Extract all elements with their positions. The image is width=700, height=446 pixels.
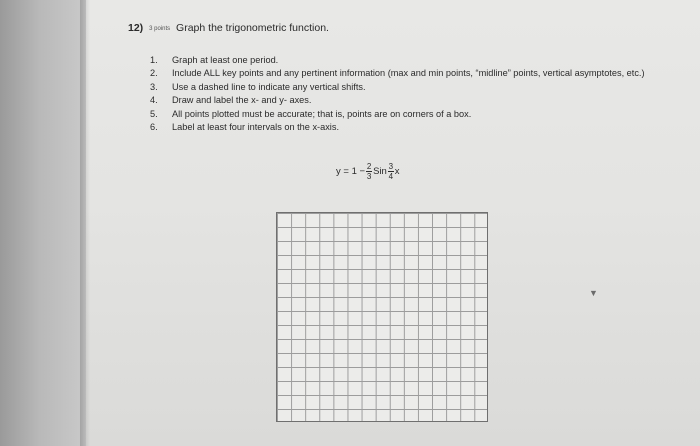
instruction-item	[150, 95, 670, 106]
instruction-item	[150, 55, 670, 66]
pointer-cursor-icon: ▼	[589, 288, 598, 298]
equation-variable: x	[394, 166, 400, 177]
instructions-list	[150, 55, 670, 135]
instruction-text: Draw and label the x- and y- axes.	[172, 95, 312, 106]
instruction-text: Label at least four intervals on the x-axis.	[172, 121, 339, 132]
fraction-denominator: 3	[366, 172, 372, 181]
instruction-item	[150, 109, 670, 120]
fraction-denominator: 4	[388, 172, 394, 181]
paper-edge-shadow	[80, 0, 90, 446]
instruction-text: Use a dashed line to indicate any vertical shifts.	[172, 81, 366, 92]
instruction-text: Graph at least one period.	[172, 55, 279, 65]
graph-grid[interactable]	[276, 212, 488, 422]
problem-header	[128, 22, 329, 34]
instruction-text: Include ALL key points and any pertinent information (max and min points, “midline” points, vertical asymptotes, etc.)	[172, 68, 645, 79]
equation-lhs: y = 1 −	[336, 166, 366, 177]
period-fraction	[388, 162, 394, 181]
instruction-item	[150, 68, 670, 79]
points-label: 3 points	[149, 26, 171, 32]
function-name: Sin	[373, 166, 387, 177]
problem-number: 12)	[128, 22, 144, 34]
instruction-item	[150, 122, 670, 133]
instruction-number: 1.	[150, 55, 158, 65]
instruction-number: 2.	[150, 68, 158, 79]
instruction-number: 5.	[150, 108, 158, 119]
instruction-number: 4.	[150, 95, 158, 106]
instruction-text: All points plotted must be accurate; that is, points are on corners of a box.	[172, 108, 472, 119]
problem-title: Graph the trigonometric function.	[176, 22, 329, 34]
fraction-numerator: 3	[388, 162, 394, 171]
instruction-item	[150, 82, 670, 93]
trig-equation	[336, 162, 400, 181]
instruction-number: 6.	[150, 121, 158, 132]
instruction-number: 3.	[150, 81, 158, 92]
amplitude-fraction	[366, 162, 372, 181]
fraction-numerator: 2	[366, 162, 372, 171]
